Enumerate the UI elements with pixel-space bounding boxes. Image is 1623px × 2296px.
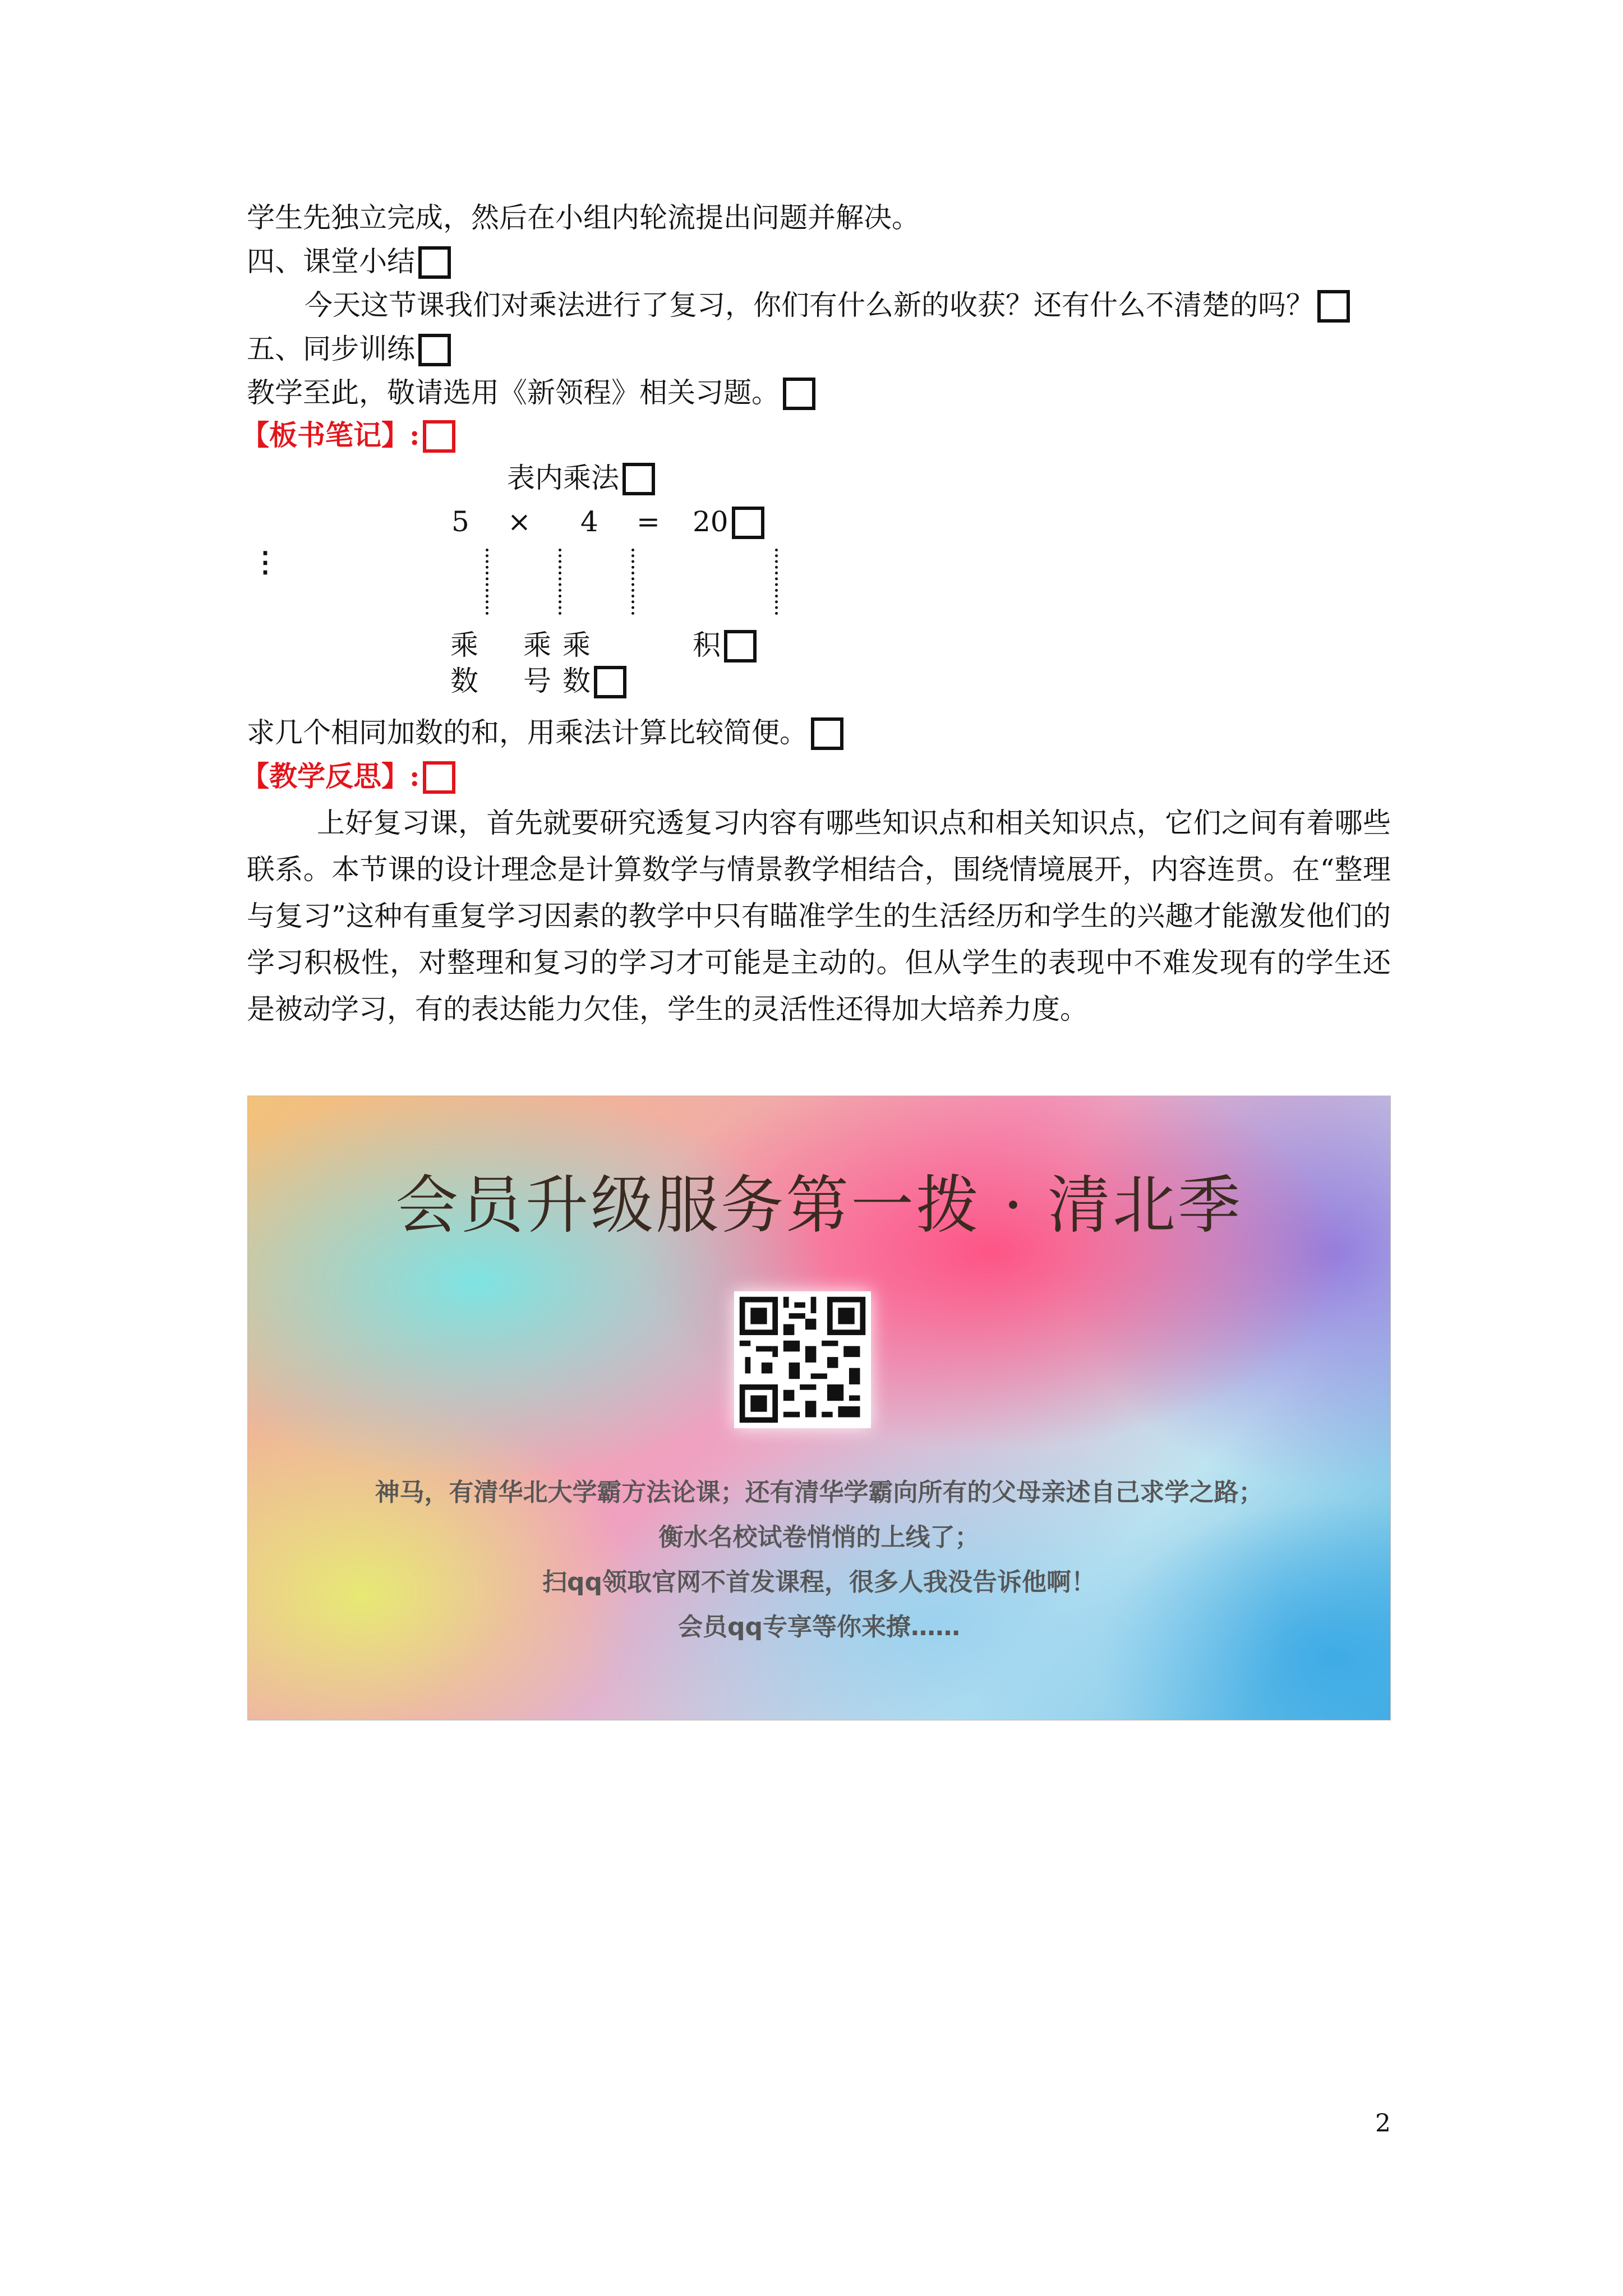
text-line-question: 今天这节课我们对乘法进行了复习，你们有什么新的收获？还有什么不清楚的吗？ [305,287,1350,323]
checkbox[interactable] [594,666,626,698]
checkbox[interactable] [623,463,655,495]
checkbox[interactable] [732,507,764,539]
connector-line [631,549,634,615]
label-multiply-sign: 乘 号 [523,629,551,697]
checkbox[interactable] [423,420,455,453]
page-number: 2 [1375,2109,1391,2138]
checkbox[interactable] [1317,290,1350,323]
reflection-paragraph: 上好复习课，首先就要研究透复习内容有哪些知识点和相关知识点，它们之间有着哪些联系。本节课的设计理念是计算数学与情景教学相结合，围绕情境展开，内容连贯。在“整理与复习”这种有重复学习因素的教学中只有瞄准学生的生活经历和学生的兴趣才能激发他们的学习积极性，对整理和复习的学习才可能是主动的。但从学生的表现中不难发现有的学生还是被动学习，有的表达能力欠佳，学生的灵活性还得加大培养力度。 [247,807,1391,1025]
checkbox[interactable] [423,761,455,794]
banner-line-3: 扫qq领取官网不首发课程，很多人我没告诉他啊！ [542,1568,1096,1596]
section-heading-training: 五、同步训练 [247,331,451,367]
banner-title: 会员升级服务第一拨 · 清北季 [395,1169,1243,1242]
board-multiply-sign: × [508,505,531,538]
left-vertical-dots: ⋮ [251,545,279,578]
checkbox[interactable] [783,378,815,410]
label-multiplicand: 乘 数 [450,629,478,697]
text-line-1: 学生先独立完成，然后在小组内轮流提出问题并解决。 [247,201,920,234]
label-multiplier: 乘 数 [562,627,626,699]
banner-line-2: 衡水名校试卷悄悄的上线了； [658,1523,980,1552]
connector-line [486,549,488,615]
board-heading: 表内乘法 [507,460,655,496]
section-heading-summary: 四、课堂小结 [247,243,451,279]
board-notes-heading: 【板书笔记】: [241,417,455,453]
label-product: 积 [693,627,757,663]
reflection-heading: 【教学反思】: [241,758,455,794]
text-line-exercises: 教学至此，敬请选用《新领程》相关习题。 [247,375,815,411]
board-factor-2: 4 [580,505,598,538]
board-product: 20 [693,504,764,540]
promo-banner[interactable] [247,1096,1391,1720]
connector-line [775,549,778,615]
checkbox[interactable] [724,630,757,662]
connector-line [559,549,561,615]
board-equals-sign: = [637,505,660,538]
banner-line-1: 神马，有清华北大学霸方法论课；还有清华学霸向所有的父母亲述自己求学之路； [375,1478,1264,1507]
checkbox[interactable] [418,246,451,279]
qr-code[interactable] [734,1291,871,1428]
text-line-summary: 求几个相同加数的和，用乘法计算比较简便。 [247,715,843,751]
checkbox[interactable] [418,334,451,366]
qr-code-icon [734,1291,871,1428]
checkbox[interactable] [811,717,843,750]
board-factor-1: 5 [451,505,469,538]
banner-line-4: 会员qq专享等你来撩…… [678,1613,960,1641]
